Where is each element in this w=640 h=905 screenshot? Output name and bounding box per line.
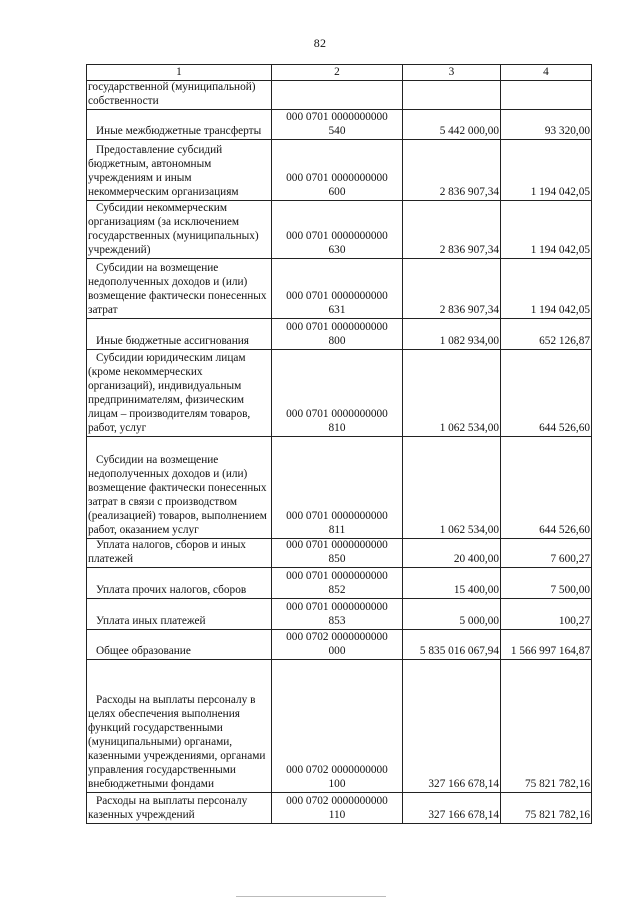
row-value-executed: 644 526,60 [501,349,592,436]
row-value-executed: 7 600,27 [501,538,592,567]
row-name: Субсидии некоммерческим организациям (за исключением государственных (муниципальных) учреждений) [88,202,259,256]
row-value-approved: 5 000,00 [403,598,501,629]
row-name-cell [87,598,272,629]
row-value-approved: 2 836 907,34 [403,200,501,258]
row-code: 000 0701 0000000000 811 [272,436,403,538]
row-name-cell [87,567,272,598]
row-value-approved: 1 062 534,00 [403,436,501,538]
row-value-executed: 75 821 782,16 [501,659,592,792]
row-name-cell [87,629,272,659]
row-code [272,81,403,110]
table-row [87,538,592,567]
row-code: 000 0702 0000000000 000 [272,629,403,659]
table-row [87,139,592,200]
row-value-executed: 644 526,60 [501,436,592,538]
row-value-executed: 1 566 997 164,87 [501,629,592,659]
row-name: Предоставление субсидий бюджетным, автономным учреждениям и иным некоммерческим организациям [88,144,239,198]
row-code: 000 0701 0000000000 810 [272,349,403,436]
row-value-approved: 5 442 000,00 [403,109,501,139]
row-value-approved: 2 836 907,34 [403,258,501,318]
budget-table [86,64,592,824]
page-number: 82 [313,36,327,50]
row-code: 000 0701 0000000000 800 [272,318,403,349]
row-name: Уплата иных платежей [96,614,206,627]
row-code: 000 0701 0000000000 631 [272,258,403,318]
column-header-2: 2 [272,65,403,81]
row-value-executed: 1 194 042,05 [501,258,592,318]
row-name: Уплата налогов, сборов и иных платежей [88,539,246,565]
row-code: 000 0701 0000000000 850 [272,538,403,567]
row-name: Расходы на выплаты персоналу казенных учреждений [88,795,248,821]
row-value-approved [403,81,501,110]
row-value-executed: 1 194 042,05 [501,139,592,200]
row-name-cell [87,659,272,792]
table-row [87,81,592,110]
table-row [87,598,592,629]
row-name: Иные межбюджетные трансферты [96,124,262,137]
row-code: 000 0702 0000000000 100 [272,659,403,792]
row-value-executed: 7 500,00 [501,567,592,598]
row-value-executed: 1 194 042,05 [501,200,592,258]
row-value-executed: 75 821 782,16 [501,792,592,823]
table-row [87,629,592,659]
row-name-cell [87,81,272,110]
row-name-cell [87,109,272,139]
row-value-executed [501,81,592,110]
table-row [87,109,592,139]
table-row [87,200,592,258]
row-value-executed: 652 126,87 [501,318,592,349]
row-code: 000 0701 0000000000 540 [272,109,403,139]
row-code: 000 0701 0000000000 600 [272,139,403,200]
row-name-cell [87,258,272,318]
row-name-cell [87,139,272,200]
table-row [87,567,592,598]
row-name: Субсидии на возмещение недополученных доходов и (или) возмещение фактически понесенных затрат [88,262,267,316]
row-name: государственной (муниципальной) собственности [88,81,256,107]
row-code: 000 0702 0000000000 110 [272,792,403,823]
row-value-executed: 100,27 [501,598,592,629]
row-value-approved: 327 166 678,14 [403,792,501,823]
column-header-4: 4 [501,65,592,81]
row-value-approved: 15 400,00 [403,567,501,598]
row-name: Субсидии на возмещение недополученных доходов и (или) возмещение фактически понесенных затрат в связи с производством (реализацией) товаров, выполнением работ, оказанием услуг [88,454,267,536]
row-name: Иные бюджетные ассигнования [96,334,249,347]
row-name-cell [87,349,272,436]
row-value-approved: 2 836 907,34 [403,139,501,200]
row-value-approved: 20 400,00 [403,538,501,567]
row-name: Общее образование [96,644,191,657]
row-code: 000 0701 0000000000 852 [272,567,403,598]
table-row [87,258,592,318]
row-value-approved: 327 166 678,14 [403,659,501,792]
row-name: Уплата прочих налогов, сборов [96,583,247,596]
row-code: 000 0701 0000000000 853 [272,598,403,629]
row-value-executed: 93 320,00 [501,109,592,139]
table-header-row [87,65,592,81]
table-row [87,436,592,538]
row-value-approved: 1 082 934,00 [403,318,501,349]
footer-mark [236,896,386,897]
row-name: Расходы на выплаты персоналу в целях обеспечения выполнения функций государственными (муниципальными) органами, казенными учреждениями, органами управления государственными внебюджетными фондами [88,694,266,790]
row-name-cell [87,200,272,258]
table-row [87,318,592,349]
row-name: Субсидии юридическим лицам (кроме некоммерческих организаций), индивидуальным предпринимателям, физическим лицам – производителям товаров, работ, услуг [88,352,251,434]
table-row [87,792,592,823]
row-name-cell [87,318,272,349]
row-value-approved: 5 835 016 067,94 [403,629,501,659]
row-name-cell [87,538,272,567]
table-row [87,349,592,436]
row-name-cell [87,436,272,538]
column-header-1: 1 [87,65,272,81]
row-name-cell [87,792,272,823]
row-code: 000 0701 0000000000 630 [272,200,403,258]
column-header-3: 3 [403,65,501,81]
table-row [87,659,592,792]
row-value-approved: 1 062 534,00 [403,349,501,436]
